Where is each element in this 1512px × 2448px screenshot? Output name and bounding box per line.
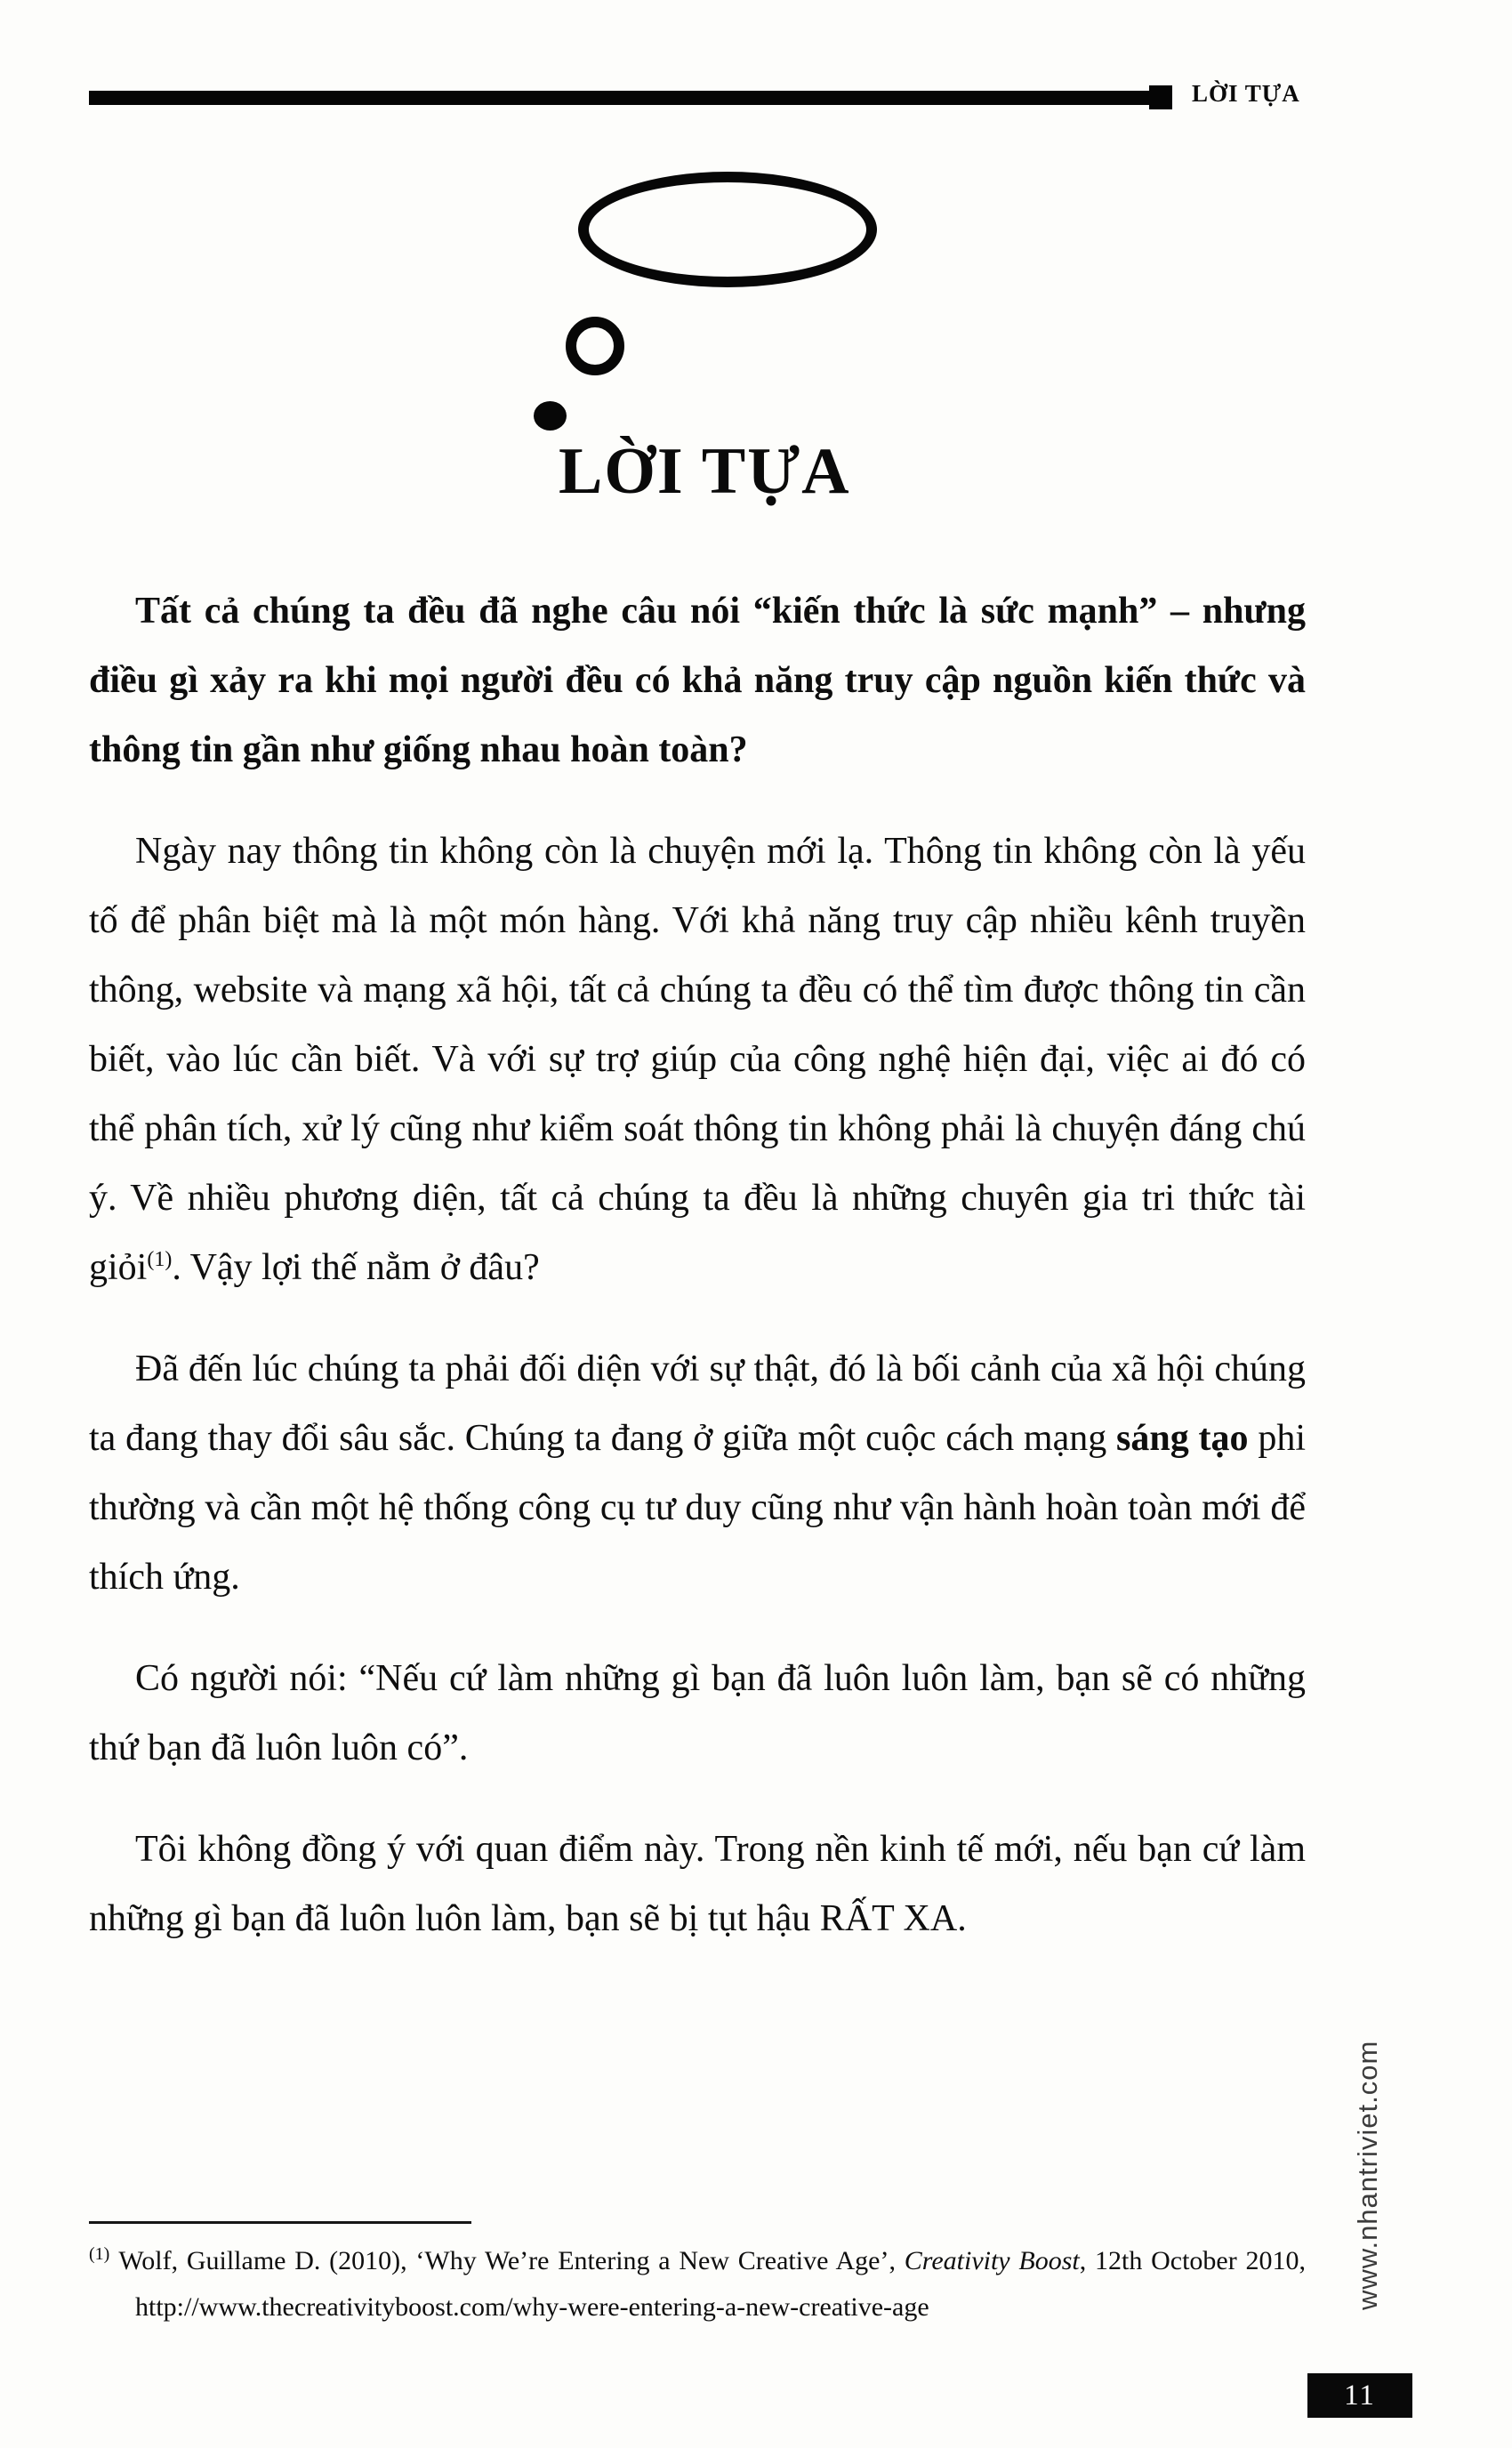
- paragraph-4: Có người nói: “Nếu cứ làm những gì bạn đã luôn luôn làm, bạn sẽ có những thứ bạn đã luôn luôn có”.: [89, 1658, 1306, 1768]
- paragraph-2-tail: . Vậy lợi thế nằm ở đâu?: [172, 1247, 540, 1288]
- publisher-watermark: www.nhantriviet.com: [1352, 2040, 1383, 2310]
- paragraph-3-text: Đã đến lúc chúng ta phải đối diện với sự thật, đó là bối cảnh của xã hội chúng ta đang thay đổi sâu sắc. Chúng ta đang ở giữa một cuộc cách mạng: [89, 1349, 1306, 1459]
- paragraph-3-tail: phi thường và cần một hệ thống công cụ tư duy cũng như vận hành hoàn toàn mới để thích ứng.: [89, 1418, 1306, 1598]
- lead-paragraph: Tất cả chúng ta đều đã nghe câu nói “kiến thức là sức mạnh” – nhưng điều gì xảy ra khi mọi người đều có khả năng truy cập nguồn kiến thức và thông tin gần như giống nhau hoàn toàn?: [89, 591, 1306, 770]
- paragraph-3: [89, 1334, 1306, 1612]
- chapter-title: LỜI TỰA: [559, 435, 851, 508]
- footnote: [89, 2238, 1306, 2331]
- page-number-value: 11: [1344, 2379, 1376, 2412]
- thought-bubble-circle: [566, 317, 624, 375]
- paragraph-5: Tôi không đồng ý với quan điểm này. Trong nền kinh tế mới, nếu bạn cứ làm những gì bạn đã luôn luôn làm, bạn sẽ bị tụt hậu RẤT XA.: [89, 1829, 1306, 1939]
- paragraph-2: [89, 817, 1306, 1302]
- running-head-label: LỜI TỰA: [1192, 80, 1300, 107]
- footnote-reference-mark: (1): [147, 1248, 173, 1271]
- paragraph-3-bold-phrase: sáng tạo: [1116, 1418, 1249, 1459]
- footnote-citation-tail: , 12th October 2010, http://www.thecreativityboost.com/why-were-entering-a-new-creative-age: [135, 2246, 1306, 2322]
- footnote-marker: (1): [89, 2244, 110, 2264]
- thought-bubble-ellipse: [578, 172, 877, 287]
- footnote-citation-source: Creativity Boost: [904, 2246, 1080, 2275]
- footnote-separator-rule: [89, 2221, 471, 2224]
- running-head-rule: [89, 91, 1149, 105]
- footnote-citation-text: Wolf, Guillame D. (2010), ‘Why We’re Entering a New Creative Age’,: [118, 2246, 905, 2275]
- running-head-rule-end-block: [1149, 85, 1172, 109]
- body-text-column: [89, 576, 1306, 1985]
- page-number-badge: [1307, 2373, 1412, 2418]
- paragraph-2-text: Ngày nay thông tin không còn là chuyện mới lạ. Thông tin không còn là yếu tố để phân biệt mà là một món hàng. Với khả năng truy cập nhiều kênh truyền thông, website và mạng xã hội, tất cả chúng ta đều có thể tìm được thông tin cần biết, vào lúc cần biết. Và với sự trợ giúp của công nghệ hiện đại, việc ai đó có thể phân tích, xử lý cũng như kiểm soát thông tin không phải là chuyện đáng chú ý. Về nhiều phương diện, tất cả chúng ta đều là những chuyên gia tri thức tài giỏi: [89, 831, 1306, 1288]
- thought-bubble-dot: [534, 401, 567, 431]
